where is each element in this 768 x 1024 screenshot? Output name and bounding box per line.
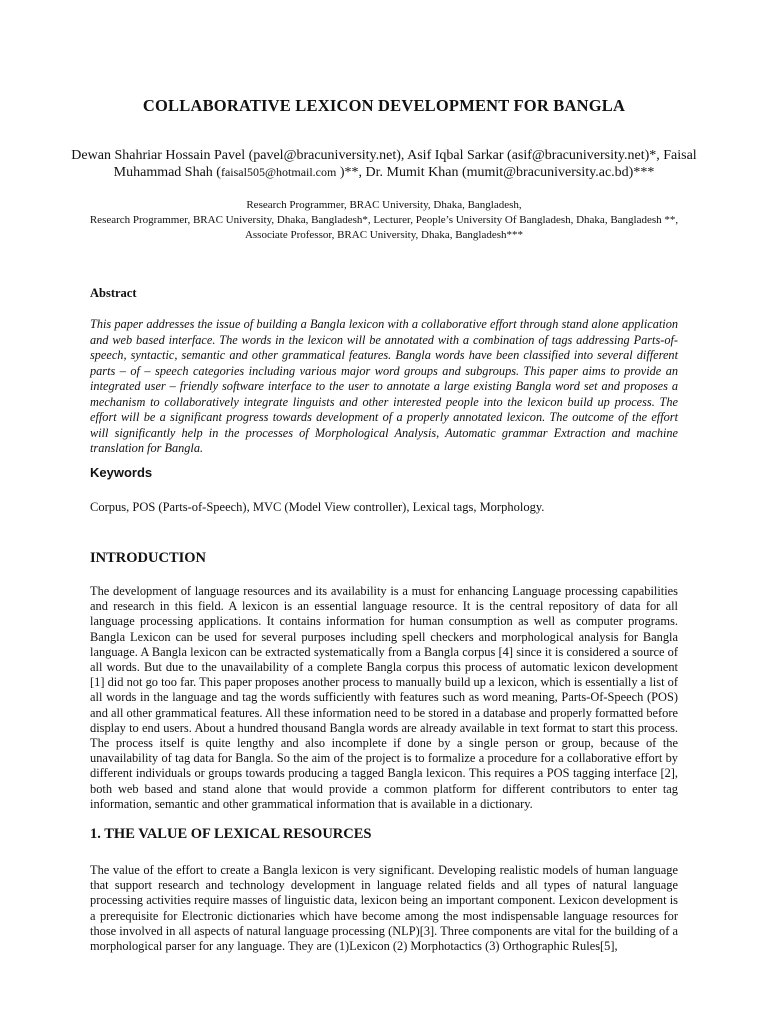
affiliation-line: Research Programmer, BRAC University, Dhaka, Bangladesh*, Lecturer, People’s University Of Bangladesh, Dhaka, Bangladesh **, bbox=[89, 214, 679, 226]
introduction-heading: INTRODUCTION bbox=[90, 550, 207, 566]
paper-title: COLLABORATIVE LEXICON DEVELOPMENT FOR BANGLA bbox=[142, 96, 626, 115]
section-1-heading: 1. THE VALUE OF LEXICAL RESOURCES bbox=[90, 826, 372, 842]
author-line-2-start: Muhammad Shah ( bbox=[113, 165, 221, 180]
affiliation-line: Research Programmer, BRAC University, Dhaka, Bangladesh, bbox=[246, 199, 522, 211]
abstract-heading: Abstract bbox=[90, 286, 137, 300]
author-list bbox=[60, 147, 708, 181]
author-line-2-end: )**, Dr. Mumit Khan (mumit@bracuniversity.ac.bd)*** bbox=[336, 165, 655, 180]
author-email-faisal: faisal505@hotmail.com bbox=[220, 165, 337, 179]
section-1-text: The value of the effort to create a Bangla lexicon is very significant. Developing realistic models of human language that support research and technology development in language related fields and all types of natural language processing activities require masses of linguistic data, lexicon being an important component. Lexicon development is a prerequisite for Electronic dictionaries which have become among the most indispensable language resources for those involved in all aspects of natural language processing (NLP)[3]. Three components are vital for the building of a morphological parser for any language. They are (1)Lexicon (2) Morphotactics (3) Orthographic Rules[5], bbox=[90, 863, 678, 954]
introduction-text: The development of language resources and its availability is a must for enhancing Language processing capabilities and research in this field. A lexicon is an essential language resource. It is the central repository of data for all language processing applications. It contains information for human consumption as well as computer programs. Bangla Lexicon can be used for several purposes including spell checkers and morphological analysis for Bangla language. A Bangla lexicon can be extracted systematically from a Bangla corpus [4] since it is considered a source of all words. But due to the unavailability of a complete Bangla corpus this process of automatic lexicon development [1] did not go too far. This paper proposes another process to manually build up a lexicon, which is essentially a list of all words in the language and tag the words sufficiently with features such as word meaning, Parts-Of-Speech (POS) and all other grammatical features. All these information need to be stored in a database and properly formatted before display to end users. About a hundred thousand Bangla words are already available in text format to start this process. The process itself is quite lengthy and also incomplete if done by a single person or group, because of the unavailability of tag data for Bangla. So the aim of the project is to formalize a procedure for a collaborative effort by different individuals or groups towards producing a tagged Bangla lexicon. This requires a POS tagging interface [2], both web based and stand alone that would provide a common platform for different contributors to enter tag information, semantic and other grammatical information that is available in a dictionary. bbox=[90, 584, 678, 811]
affiliations bbox=[60, 198, 708, 243]
author-line-2 bbox=[60, 164, 708, 181]
author-line-1: Dewan Shahriar Hossain Pavel (pavel@bracuniversity.net), Asif Iqbal Sarkar (asif@bracuniversity.net)*, Faisal bbox=[71, 148, 697, 163]
keywords-text: Corpus, POS (Parts-of-Speech), MVC (Model View controller), Lexical tags, Morphology. bbox=[90, 500, 545, 514]
affiliation-line: Associate Professor, BRAC University, Dhaka, Bangladesh*** bbox=[244, 229, 524, 241]
keywords-heading: Keywords bbox=[90, 465, 153, 480]
abstract-text: This paper addresses the issue of building a Bangla lexicon with a collaborative effort through stand alone application and web based interface. The words in the lexicon will be annotated with a combination of tags addressing Parts-of-speech, syntactic, semantic and other grammatical features. Bangla words have been classified into several different parts – of – speech categories including various major word groups and subgroups. This paper aims to provide an integrated user – friendly software interface to the user to annotate a large existing Bangla word set and proposes a mechanism to collaboratively integrate linguists and other interested people into the lexicon build up process. The effort will be a significant progress towards development of a properly annotated lexicon. The outcome of the effort will significantly help in the processes of Morphological Analysis, Automatic grammar Extraction and machine translation for Bangla. bbox=[90, 317, 678, 455]
